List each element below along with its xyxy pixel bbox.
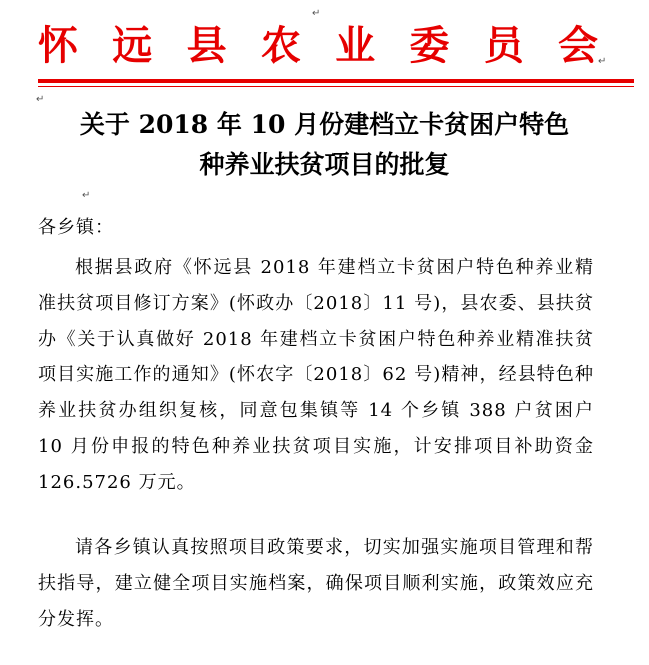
header-char: 县 [186, 22, 227, 69]
header-char: 怀 [38, 22, 78, 69]
header-divider-thick [38, 79, 634, 83]
header-char: 会 [557, 22, 598, 69]
header-char: 员 [483, 22, 524, 69]
document-title-line2: 种养业扶贫项目的批复 [199, 150, 450, 179]
header-char: 业 [335, 22, 376, 69]
paragraph-mark: ↵ [36, 94, 45, 105]
header-divider-thin [38, 86, 634, 87]
paragraph-mark: ↵ [598, 56, 607, 67]
issuing-authority-header [38, 22, 598, 70]
header-char: 委 [409, 22, 450, 69]
body-paragraph-2: 请各乡镇认真按照项目政策要求，切实加强实施项目管理和帮扶指导，建立健全项目实施档案，确保项目顺利实施，政策效应充分发挥。 [38, 537, 594, 630]
header-char: 远 [112, 22, 153, 69]
body-paragraph-1: 根据县政府《怀远县 2018 年建档立卡贫困户特色种养业精准扶贫项目修订方案》(怀政办〔2018〕11 号)，县农委、县扶贫办《关于认真做好 2018 年建档立卡贫困户特色种养业精准扶贫项目实施工作的通知》(怀农字〔2018〕62 号)精神，经县特色种养业扶贫办组织复核，同意包集镇等 14 个乡镇 388 户贫困户 10 月份申报的特色种养业扶贫项目实施，计安排项目补助资金 126.5726 万元。 [38, 257, 594, 493]
salutation: 各乡镇： [38, 217, 114, 238]
paragraph-mark: ↵ [312, 8, 321, 19]
paragraph-mark: ↵ [82, 190, 91, 201]
header-char: 农 [260, 22, 301, 69]
document-title-line1: 关于 2018 年 10 月份建档立卡贫困户特色 [79, 110, 570, 139]
